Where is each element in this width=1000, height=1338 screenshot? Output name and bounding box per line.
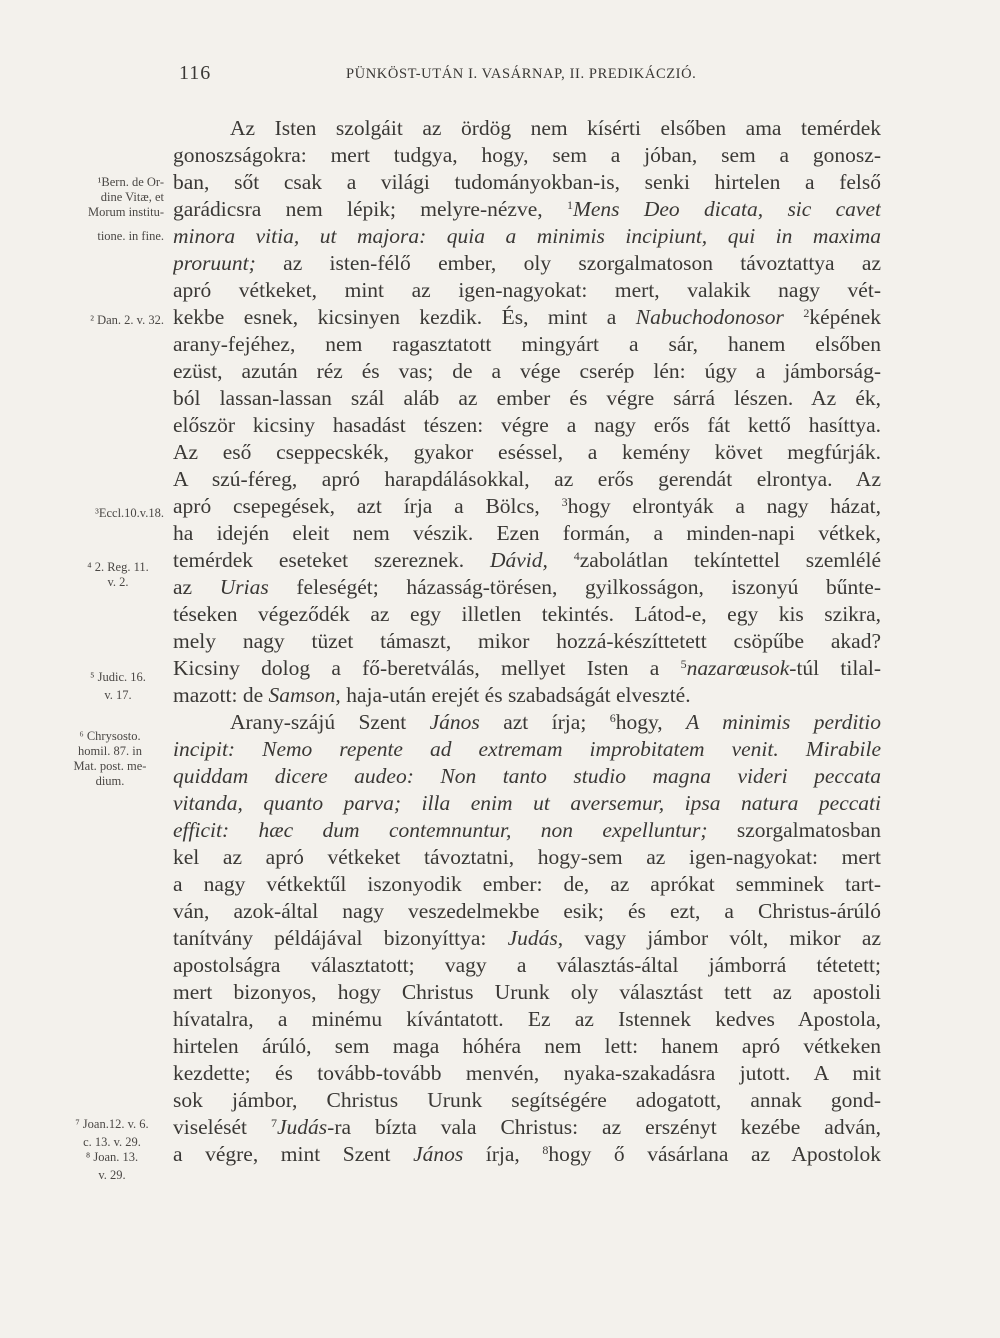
- text-run: János: [429, 710, 480, 734]
- body-line: [173, 952, 881, 979]
- text-run: azt írja;: [479, 710, 610, 734]
- footnote-ref: 7: [270, 1116, 277, 1130]
- marginal-note-6: [50, 729, 170, 789]
- text-run: ván, azok-által nagy veszedelmekbe esik; és ezt, a Christus-árúló: [173, 899, 881, 923]
- note-line: dium.: [95, 774, 125, 788]
- note-line: Mat. post. me-: [73, 759, 147, 773]
- body-line: [173, 979, 881, 1006]
- text-run: képének: [809, 305, 881, 329]
- text-run: apró csepegések, azt írja a Bölcs,: [173, 494, 562, 518]
- text-run: kezdette; és tovább-tovább menvén, nyaka-szakadásra jutott. A mit: [173, 1061, 881, 1085]
- body-line: [173, 898, 881, 925]
- body-line: [173, 1114, 881, 1141]
- text-run: ha idején eleit nem vészik. Ezen formán, a minden-napi vétkek,: [173, 521, 881, 545]
- body-line: [173, 763, 881, 790]
- note-line: homil. 87. in: [78, 744, 142, 758]
- text-run: garádicsra nem lépik; melyre-nézve,: [173, 197, 567, 221]
- text-run: gonoszságokra: mert tudgya, hogy, sem a jóban, sem a gonosz-: [173, 143, 881, 167]
- text-run: hívatalra, a minému kívántatott. Ez az Istennek kedves Apostola,: [173, 1007, 881, 1031]
- text-run: az isten-félő ember, oly szorgalmatoson távoztattya az: [255, 251, 881, 275]
- text-run: -ra bízta vala Christus: az erszényt kezébe adván,: [327, 1115, 881, 1139]
- text-run: A minimis perditio: [686, 710, 881, 734]
- text-run: apró vétkeket, mint az igen-nagyokat: mert, valakik nagy vét-: [173, 278, 881, 302]
- note-line: dine Vitæ, et: [100, 190, 164, 204]
- footnote-ref: 6: [609, 711, 616, 725]
- note-line: ⁸ Joan. 13.: [85, 1150, 139, 1164]
- body-line: [173, 655, 881, 682]
- footnote-ref: 1: [566, 198, 573, 212]
- footnote-ref: 5: [680, 657, 687, 671]
- text-run: Nabuchodonosor: [635, 305, 784, 329]
- text-run: apostolságra választatott; vagy a választás-által jámborrá tétetett;: [173, 953, 881, 977]
- text-run: szorgalmatosban: [707, 818, 881, 842]
- footnote-ref: 8: [542, 1143, 549, 1157]
- note-line: ⁶ Chrysosto.: [79, 729, 141, 743]
- text-run: temérdek eseteket szereznek.: [173, 548, 490, 572]
- note-line: ² Dan. 2. v. 32.: [90, 313, 164, 327]
- text-run: viselését: [173, 1115, 271, 1139]
- body-line: [173, 1006, 881, 1033]
- body-line: [173, 574, 881, 601]
- body-line: [173, 601, 881, 628]
- body-line: [173, 844, 881, 871]
- text-run: a végre, mint Szent: [173, 1142, 414, 1166]
- marginal-note-2: [44, 313, 164, 328]
- text-run: nazarœusok: [686, 656, 790, 680]
- text-run: arany-fejéhez, nem ragasztatott mingyárt a sár, hanem elsőben: [173, 332, 881, 356]
- body-line: [173, 817, 881, 844]
- body-line: [173, 466, 881, 493]
- body-line: [173, 1141, 881, 1168]
- text-run: az: [173, 575, 220, 599]
- page-number: 116: [179, 62, 212, 84]
- text-run: zabolátlan tekíntettel szemlélé: [579, 548, 881, 572]
- text-run: hirtelen árúló, sem maga hóhéra nem lett: hanem apró vétkeken: [173, 1034, 881, 1058]
- text-run: Kicsiny dolog a fő-beretválás, mellyet Isten a: [173, 656, 681, 680]
- text-run: kekbe esnek, kicsinyen kezdik. És, mint a: [173, 305, 636, 329]
- body-line: [173, 412, 881, 439]
- text-run: -túl tilal-: [789, 656, 881, 680]
- text-run: a nagy vétkektűl iszonyodik ember: de, az aprókat semminek tart-: [173, 872, 881, 896]
- body-line: [173, 925, 881, 952]
- marginal-note-1: [44, 175, 164, 244]
- text-run: Arany-szájú Szent: [230, 710, 430, 734]
- note-line: v. 29.: [98, 1168, 126, 1182]
- body-line: [173, 169, 881, 196]
- text-run: minora vitia, ut majora: quia a minimis incipiunt, qui in maxima: [173, 224, 881, 248]
- body-line: [173, 250, 881, 277]
- body-line: [173, 385, 881, 412]
- text-run: Az Isten szolgáit az ördög nem kísérti elsőben ama temérdek: [230, 116, 881, 140]
- body-line: [173, 304, 881, 331]
- marginal-note-5: [58, 670, 178, 703]
- text-run: mazott: de: [173, 683, 269, 707]
- text-run: ból lassan-lassan szál aláb az ember és végre sárrá lészen. Az ék,: [173, 386, 881, 410]
- text-run: Az eső cseppecskék, gyakor eséssel, a kemény követ megfúrják.: [173, 440, 881, 464]
- footnote-ref: 2: [803, 306, 810, 320]
- text-run: téseken végeződék az egy illetlen tekintés. Látod-e, egy kis szikra,: [173, 602, 881, 626]
- body-line: [173, 358, 881, 385]
- body-line: [173, 439, 881, 466]
- text-run: tanítvány példájával bizonyíttya:: [173, 926, 508, 950]
- text-run: mert bizonyos, hogy Christus Urunk oly választást tett az apostoli: [173, 980, 881, 1004]
- body-line: [173, 196, 881, 223]
- text-run: vitanda, quanto parva; illa enim ut aversemur, ipsa natura peccati: [173, 791, 881, 815]
- body-line: [173, 682, 881, 709]
- footnote-ref: 4: [573, 549, 580, 563]
- body-line: [173, 790, 881, 817]
- body-line: [173, 493, 881, 520]
- body-line: [173, 871, 881, 898]
- note-line: tione. in fine.: [97, 229, 164, 243]
- marginal-note-7: [52, 1117, 172, 1183]
- text-run: Dávid,: [489, 548, 548, 572]
- marginal-note-3: [44, 506, 164, 521]
- text-run: proruunt;: [173, 251, 256, 275]
- text-run: először kicsiny hasadást tészen: végre a nagy erős fát kettő hasíttya.: [173, 413, 881, 437]
- note-line: v. 17.: [104, 688, 132, 702]
- body-line: [173, 547, 881, 574]
- text-run: hogy ő vásárlana az Apostolok: [548, 1142, 881, 1166]
- text-run: írja,: [463, 1142, 543, 1166]
- text-run: ban, sőt csak a világi tudományokban-is, senki hirtelen a felső: [173, 170, 881, 194]
- text-run: incipit: Nemo repente ad extremam improbitatem venit. Mirabile: [173, 737, 881, 761]
- body-line: [230, 115, 881, 142]
- text-run: János: [413, 1142, 464, 1166]
- body-line: [173, 736, 881, 763]
- note-line: ⁷ Joan.12. v. 6.: [75, 1117, 149, 1131]
- body-line: [173, 331, 881, 358]
- note-line: v. 2.: [107, 575, 129, 589]
- text-run: Mens Deo dicata, sic cavet: [572, 197, 881, 221]
- note-line: ⁴ 2. Reg. 11.: [87, 560, 149, 574]
- body-line: [173, 277, 881, 304]
- text-run: haja-után erejét és szabadságát elveszté.: [340, 683, 691, 707]
- text-run: Judás,: [507, 926, 564, 950]
- marginal-note-4: [58, 560, 178, 590]
- note-line: c. 13. v. 29.: [83, 1135, 141, 1149]
- text-run: Urias: [219, 575, 269, 599]
- body-line: [173, 1060, 881, 1087]
- note-line: Morum institu-: [87, 205, 164, 219]
- text-run: efficit: hæc dum contemnuntur, non expelluntur;: [173, 818, 708, 842]
- body-line: [173, 223, 881, 250]
- body-line: [230, 709, 881, 736]
- text-run: quiddam dicere audeo: Non tanto studio magna videri peccata: [173, 764, 881, 788]
- text-run: Judás: [276, 1115, 328, 1139]
- text-run: Samson,: [268, 683, 341, 707]
- text-run: mely nagy tüzet támaszt, mikor hozzá-készíttetett csöpűbe akad?: [173, 629, 881, 653]
- body-line: [173, 628, 881, 655]
- body-line: [173, 1087, 881, 1114]
- note-line: ¹Bern. de Or-: [97, 175, 164, 189]
- body-line: [173, 142, 881, 169]
- text-run: hogy elrontyák a nagy házat,: [567, 494, 881, 518]
- text-run: sok jámbor, Christus Urunk segítségére adogatott, annak gond-: [173, 1088, 881, 1112]
- text-run: vagy jámbor vólt, mikor az: [563, 926, 881, 950]
- note-line: ⁵ Judic. 16.: [90, 670, 146, 684]
- note-line: ³Eccl.10.v.18.: [95, 506, 164, 520]
- text-run: hogy,: [615, 710, 687, 734]
- text-run: ezüst, azután réz és vas; de a vége cserép lén: úgy a jámborság-: [173, 359, 881, 383]
- body-line: [173, 520, 881, 547]
- text-run: kel az apró vétkeket távoztatni, hogy-sem az igen-nagyokat: mert: [173, 845, 881, 869]
- text-run: feleségét; házasság-törésen, gyilkosságon, iszonyú bűnte-: [268, 575, 881, 599]
- running-head: PÜNKÖST-UTÁN I. VASÁRNAP, II. PREDIKÁCZIÓ.: [346, 66, 697, 82]
- text-run: A szú-féreg, apró harapdálásokkal, az erős gerendát elrontya. Az: [173, 467, 881, 491]
- footnote-ref: 3: [561, 495, 568, 509]
- body-line: [173, 1033, 881, 1060]
